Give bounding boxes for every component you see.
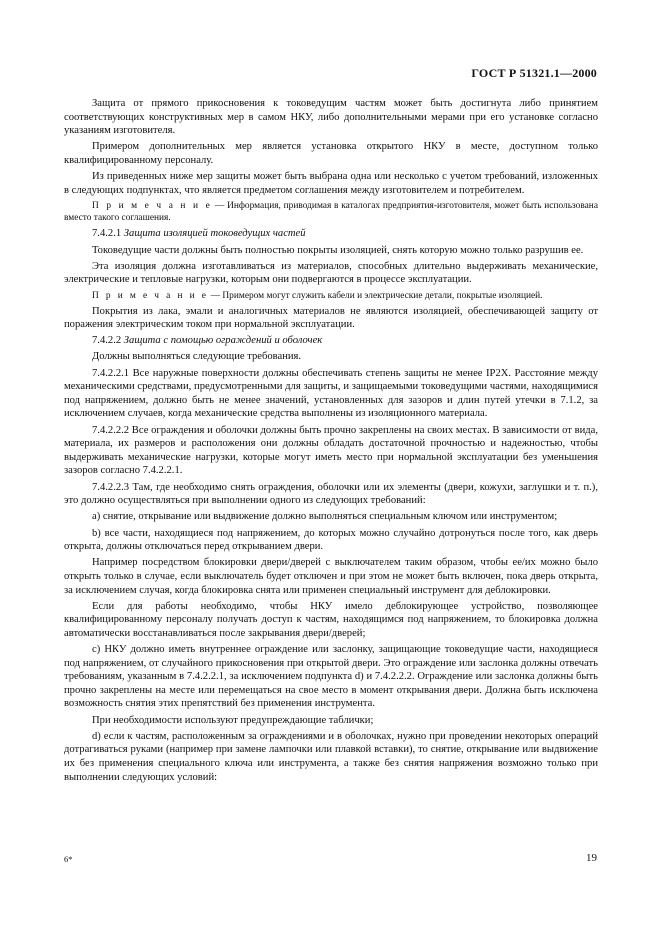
section-heading xyxy=(64,334,598,348)
paragraph: Покрытия из лака, эмали и аналогичных материалов не являются изоляцией, обеспечивающей защиту от поражения электрическим током при нормальной эксплуатации. xyxy=(64,305,598,331)
paragraph: Защита от прямого прикосновения к токоведущим частям может быть достигнута либо принятием соответствующих конструктивных мер в самом НКУ, либо дополнительными мерами при его установке согласно указаниям изготовителя. xyxy=(64,98,598,137)
signature-mark: 6* xyxy=(64,854,73,864)
note xyxy=(64,290,598,302)
paragraph: Например посредством блокировки двери/дверей с выключателем таким образом, чтобы ее/их можно было открыть только в случае, если выключатель будет отключен и при этом не может быть включен, пока дверь открыта, за исключением случая, когда блокировка снята или применен специальный инструмент для деблокировки. xyxy=(64,557,598,596)
list-item: d) если к частям, расположенным за ограждениями и в оболочках, нужно при проведении некоторых операций дотрагиваться руками (например при замене лампочки или плавкой вставки), то снятие, открывание или выдвижение их без применения специального ключа или инструмента, а также без снятия напряжения возможно только при выполнении следующих условий: xyxy=(64,730,598,783)
paragraph: 7.4.2.2.1 Все наружные поверхности должны обеспечивать степень защиты не менее IP2X. Расстояние между механическими средствами, предусмотренными для защиты, и защищаемыми токоведущими частями, находящимися под напряжением, должно быть не менее значений, установленных для зазоров и длин путей утечки в 7.1.2, за исключением случаев, когда механические средства выполнены из изоляционного материала. xyxy=(64,367,598,420)
note-text: — Примером могут служить кабели и электрические детали, покрытые изоляцией. xyxy=(208,290,543,301)
paragraph: 7.4.2.2.3 Там, где необходимо снять ограждения, оболочки или их элементы (двери, кожухи, заглушки и т. п.), это должно осуществляться при выполнении одного из следующих требований: xyxy=(64,481,598,507)
paragraph: Если для работы необходимо, чтобы НКУ имело деблокирующее устройство, позволяющее квалифицированному персоналу получать доступ к частям, находящимся под напряжением, то блокировка должна автоматически восстанавливаться после закрывания двери/дверей; xyxy=(64,600,598,639)
paragraph: Токоведущие части должны быть полностью покрыты изоляцией, снять которую можно только разрушив ее. xyxy=(92,244,584,256)
list-item: а) снятие, открывание или выдвижение должно выполняться специальным ключом или инструментом; xyxy=(92,511,558,523)
section-title: Защита с помощью ограждений и оболочек xyxy=(123,335,323,347)
note-text: — Информация, приводимая в каталогах предприятия-изготовителя, может быть использована вместо такого соглашения. xyxy=(64,200,598,224)
paragraph: Должны выполняться следующие требования. xyxy=(92,351,302,363)
document-body xyxy=(64,97,598,787)
section-number: 7.4.2.2 xyxy=(92,335,124,347)
paragraph: 7.4.2.2.2 Все ограждения и оболочки должны быть прочно закреплены на своих местах. В зависимости от вида, материала, их размеров и расположения они должны обладать достаточной прочностью и надежностью, чтобы выдерживать механические нагрузки, которые могут иметь место при нормальной эксплуатации без уменьшения зазоров согласно 7.4.2.2.1. xyxy=(64,424,598,477)
paragraph: Эта изоляция должна изготавливаться из материалов, способных длительно выдерживать механические, электрические и тепловые нагрузки, которым они подвергаются в процессе эксплуатации. xyxy=(64,260,598,286)
note xyxy=(64,200,598,225)
list-item: с) НКУ должно иметь внутреннее ограждение или заслонку, защищающие токоведущие части, находящиеся под напряжением, от случайного прикосновения при открытой двери. Это ограждение или заслонка должны отвечать требованиям, указанным в 7.4.2.2.1, за исключением подпункта d) и 7.4.2.2.2. Ограждение или заслонка должны быть прочно закреплены на месте или перемещаться на свое место в момент открывания двери. Должна быть исключена возможность снятия этих препятствий без применения инструмента. xyxy=(64,644,598,710)
paragraph: Примером дополнительных мер является установка открытого НКУ в месте, доступном только квалифицированному персоналу. xyxy=(64,141,598,166)
page-header: ГОСТ Р 51321.1—2000 xyxy=(471,66,597,80)
paragraph: Из приведенных ниже мер защиты может быть выбрана одна или несколько с учетом требований, изложенных в следующих подпунктах, что является предметом соглашения между изготовителем и потребителем. xyxy=(64,171,598,196)
section-number: 7.4.2.1 xyxy=(92,228,124,240)
note-label: П р и м е ч а н и е xyxy=(92,290,209,301)
section-title: Защита изоляцией токоведущих частей xyxy=(123,228,306,240)
list-item: b) все части, находящиеся под напряжением, до которых можно случайно дотронуться после того, как дверь открыта, должны отключаться перед открыванием двери. xyxy=(64,527,598,553)
paragraph: При необходимости используют предупреждающие таблички; xyxy=(92,714,374,726)
section-heading xyxy=(64,227,598,241)
note-label: П р и м е ч а н и е xyxy=(92,200,213,211)
page-number: 19 xyxy=(586,852,597,864)
